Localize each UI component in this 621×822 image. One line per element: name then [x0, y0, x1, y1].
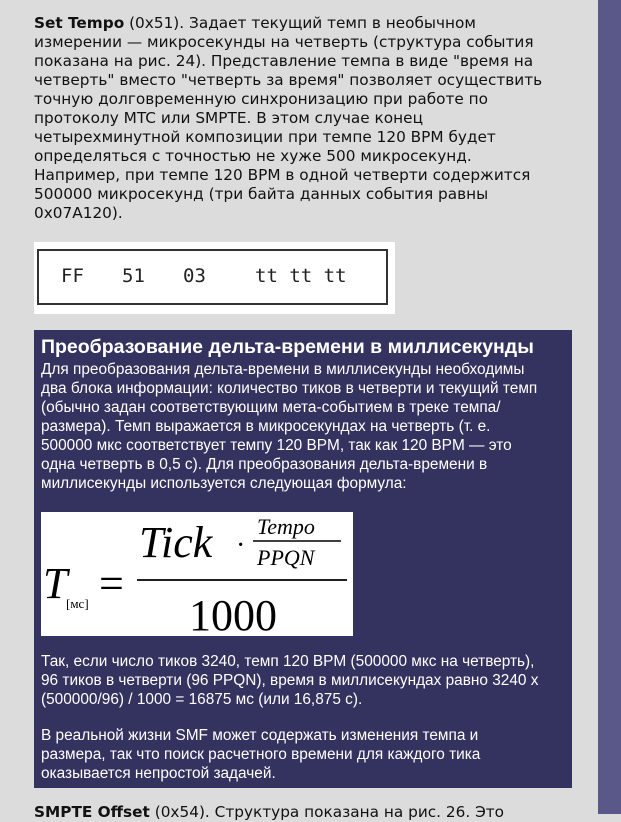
delta-time-panel	[34, 330, 572, 788]
panel-line: В реальной жизни SMF может содержать изменения темпа и	[41, 727, 479, 744]
intro-line: протоколу MTC или SMPTE. В этом случае конец	[34, 109, 423, 127]
intro-line: измерении — микросекунды на четверть (структура события	[34, 33, 534, 51]
intro-section	[34, 14, 574, 223]
panel-line: два блока информации: количество тиков в четверти и текущий темп	[41, 380, 538, 397]
intro-line: Например, при темпе 120 BPM в одной четверти содержится	[34, 166, 531, 184]
panel-paragraph-1	[41, 360, 571, 493]
panel-line: 96 тиков в четверти (96 PPQN), время в миллисекундах равно 3240 x	[41, 672, 539, 689]
intro-line: Задает текущий темп в необычном	[189, 14, 476, 32]
panel-line: Для преобразования дельта-времени в миллисекунды необходимы	[41, 361, 525, 378]
event-structure-figure	[34, 242, 395, 314]
intro-line: четырехминутной композиции при темпе 120 BPM будет	[34, 128, 496, 146]
right-sidebar	[598, 0, 621, 814]
panel-line: 500000 мкс соответствует темпу 120 BPM, так как 120 BPM — это	[41, 437, 512, 454]
panel-line: одна четверть в 0,5 с). Для преобразования дельта-времени в	[41, 456, 488, 473]
panel-line: (обычно задан соответствующим мета-событием в треке темпа/	[41, 399, 501, 416]
panel-line: размера). Темп выражается в микросекундах на четверть (т. е.	[41, 418, 491, 435]
formula-denominator: 1000	[189, 591, 277, 636]
intro-line: показана на рис. 24). Представление темпа в виде "время на	[34, 52, 534, 70]
formula-svg	[41, 512, 353, 636]
intro-line: четверть" вместо "четверть за время" позволяет осуществить	[34, 71, 543, 89]
panel-line: (500000/96) / 1000 = 16875 мс (или 16,875 с).	[41, 691, 363, 708]
panel-line: Так, если число тиков 3240, темп 120 BPM (500000 мкс на четверть),	[41, 653, 535, 670]
panel-paragraph-3	[41, 726, 571, 783]
formula-ppqn: PPQN	[257, 545, 315, 570]
panel-line: оказывается непростой задачей.	[41, 765, 276, 782]
formula-subscript: [мс]	[66, 596, 89, 611]
formula-equals: =	[99, 559, 124, 608]
formula-dot: ·	[236, 530, 246, 561]
formula-image	[41, 512, 353, 636]
smpte-offset-paragraph	[34, 803, 594, 822]
formula-tempo: Tempo	[257, 514, 315, 539]
panel-line: миллисекунды используется следующая формула:	[41, 475, 407, 492]
smpte-offset-code: (0x54).	[149, 803, 210, 821]
panel-paragraph-2	[41, 652, 571, 709]
intro-line: определяться с точностью не хуже 500 микросекунд.	[34, 147, 472, 165]
event-bytes-frame	[37, 249, 388, 305]
set-tempo-paragraph	[34, 14, 574, 223]
panel-line: размера, так что поиск расчетного времени для каждого тика	[41, 746, 481, 763]
intro-line: 500000 микросекунд (три байта данных события равны	[34, 185, 489, 203]
smpte-offset-text: Структура показана на рис. 26. Это	[209, 803, 505, 821]
intro-line: 0x07A120).	[34, 204, 123, 222]
byte-type: 51	[122, 265, 145, 287]
smpte-offset-term: SMPTE Offset	[34, 803, 150, 821]
intro-line: точную долговременную синхронизацию при работе по	[34, 90, 489, 108]
panel-title: Преобразование дельта-времени в миллисекунды	[41, 336, 534, 358]
set-tempo-term: Set Tempo	[34, 14, 125, 32]
byte-status: FF	[61, 265, 84, 287]
formula-t: T	[43, 559, 68, 608]
byte-length: 03	[183, 265, 206, 287]
byte-tempo-data: tt tt tt	[255, 265, 347, 287]
formula-tick: Tick	[139, 518, 213, 567]
set-tempo-code: (0x51).	[124, 14, 185, 32]
